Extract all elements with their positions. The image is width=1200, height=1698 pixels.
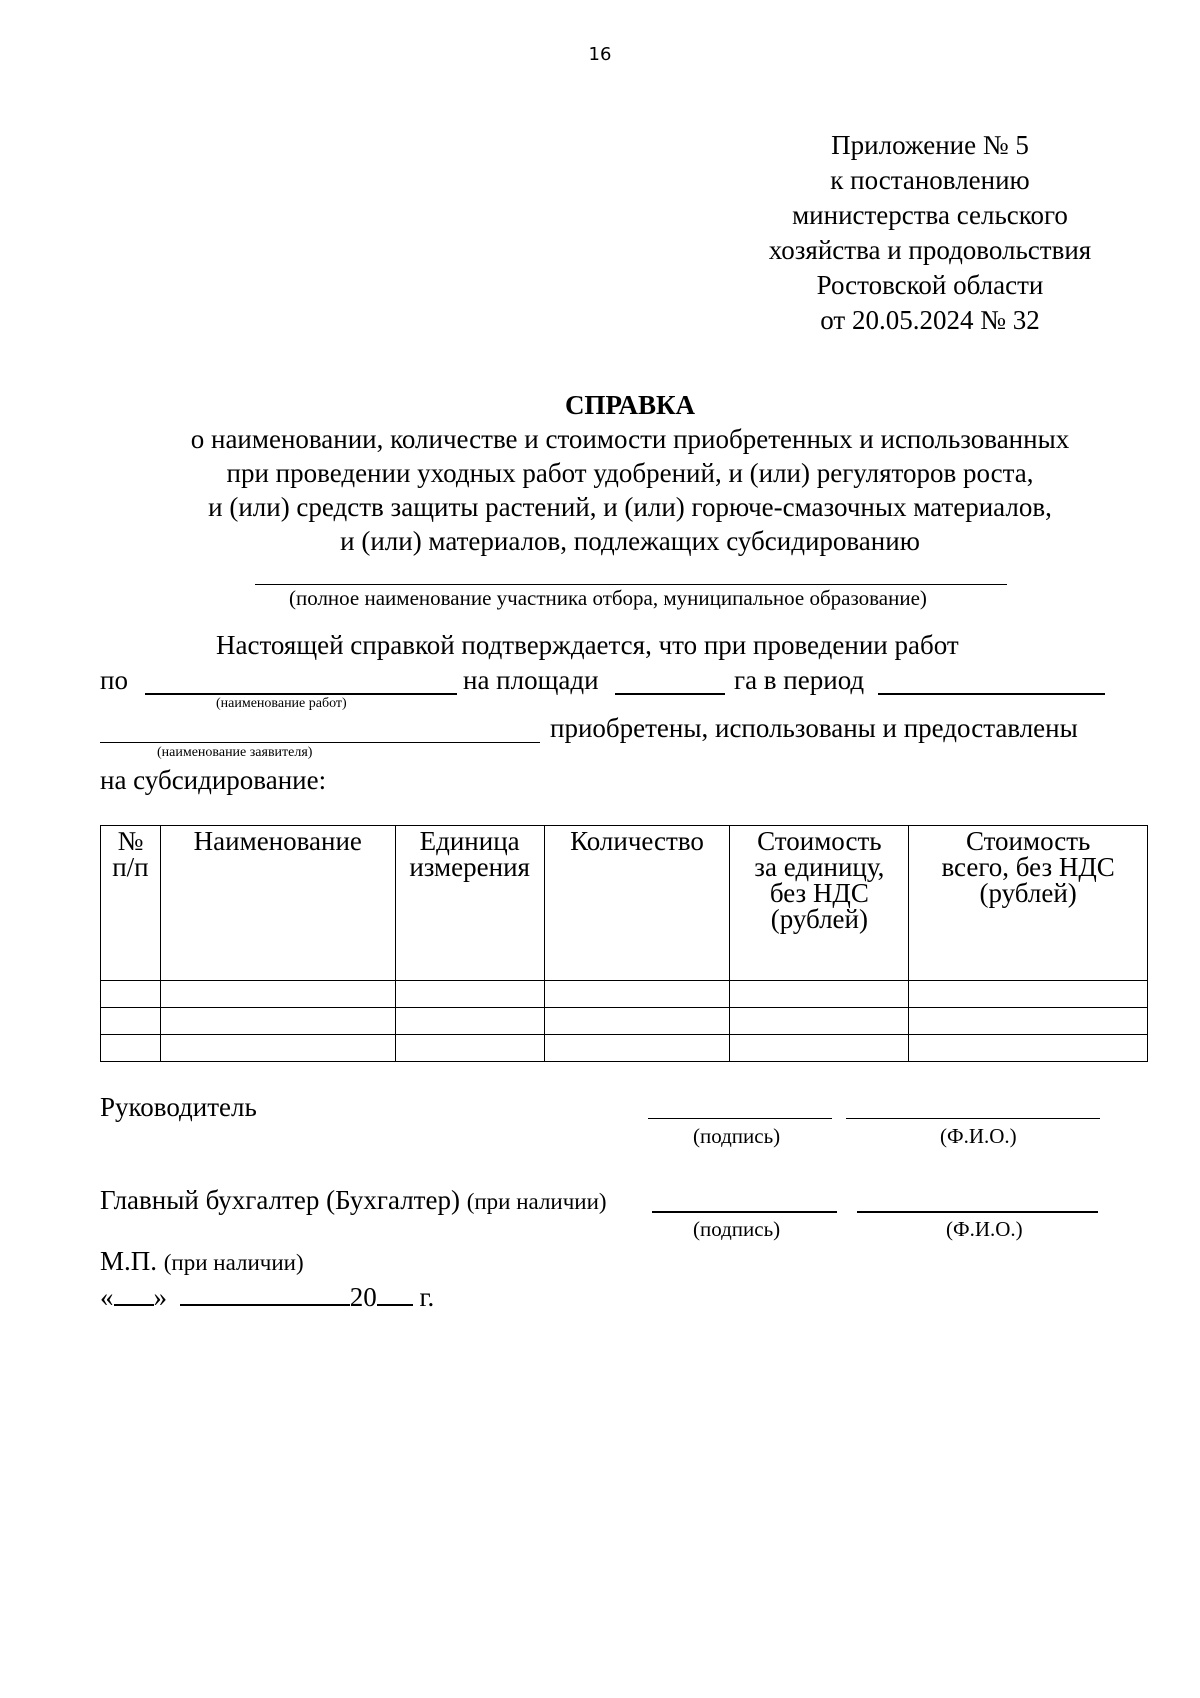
- head-signature-field[interactable]: [648, 1118, 832, 1119]
- table-cell[interactable]: [395, 981, 544, 1008]
- accountant-name-field[interactable]: [857, 1211, 1098, 1213]
- participant-field-line[interactable]: [255, 584, 1007, 585]
- table-cell[interactable]: [395, 1035, 544, 1062]
- table-cell[interactable]: [730, 981, 909, 1008]
- header-text: Стоимость: [965, 826, 1091, 856]
- table-header-row: [101, 826, 1148, 981]
- stamp-label: [100, 1246, 304, 1277]
- table-cell[interactable]: [544, 1035, 730, 1062]
- head-name-caption: (Ф.И.О.): [940, 1124, 1017, 1148]
- year-prefix: 20: [349, 1282, 377, 1312]
- header-unit-cost: [730, 826, 909, 981]
- page-number: 16: [588, 44, 612, 65]
- table-cell[interactable]: [909, 1035, 1148, 1062]
- table-cell[interactable]: [909, 981, 1148, 1008]
- work-name-field[interactable]: [145, 693, 457, 695]
- table-cell[interactable]: [544, 981, 730, 1008]
- appendix-line: министерства сельского: [792, 200, 1068, 230]
- appendix-block: [700, 128, 1160, 338]
- header-text: Единица: [419, 826, 520, 856]
- header-text: (рублей): [770, 904, 868, 934]
- table-cell[interactable]: [730, 1008, 909, 1035]
- table-cell[interactable]: [160, 1008, 395, 1035]
- year-field[interactable]: [377, 1280, 413, 1306]
- table-cell[interactable]: [544, 1008, 730, 1035]
- head-name-field[interactable]: [846, 1118, 1100, 1119]
- accountant-label: [100, 1185, 607, 1216]
- table-cell[interactable]: [101, 1008, 161, 1035]
- day-field[interactable]: [114, 1280, 154, 1306]
- statement-period: га в период: [734, 665, 865, 695]
- stamp-text: М.П.: [100, 1246, 158, 1276]
- header-text: (рублей): [979, 878, 1077, 908]
- header-text: без НДС: [769, 878, 869, 908]
- appendix-line: Ростовской области: [816, 270, 1044, 300]
- participant-caption: (полное наименование участника отбора, муниципальное образование): [289, 586, 927, 610]
- title-line: и (или) средств защиты растений, и (или) горюче-смазочных материалов,: [208, 492, 1052, 522]
- area-field[interactable]: [615, 693, 725, 695]
- statement-line-1: Настоящей справкой подтверждается, что при проведении работ: [216, 630, 959, 660]
- date-line: [100, 1280, 434, 1313]
- header-text: Стоимость: [757, 826, 882, 856]
- stamp-note: (при наличии): [163, 1250, 304, 1275]
- head-label: Руководитель: [100, 1092, 257, 1122]
- header-name: [160, 826, 395, 981]
- table-cell[interactable]: [730, 1035, 909, 1062]
- period-field[interactable]: [878, 693, 1105, 695]
- title-line: при проведении уходных работ удобрений, и (или) регуляторов роста,: [226, 458, 1034, 488]
- appendix-line: к постановлению: [830, 165, 1030, 195]
- head-signature-caption: (подпись): [693, 1124, 781, 1148]
- appendix-line: Приложение № 5: [831, 130, 1029, 160]
- accountant-note: (при наличии): [466, 1189, 607, 1214]
- table-cell[interactable]: [101, 981, 161, 1008]
- title-heading: СПРАВКА: [564, 390, 696, 420]
- table-row: [101, 1035, 1148, 1062]
- statement-po: по: [100, 665, 128, 695]
- date-open-quote: «: [100, 1282, 114, 1312]
- statement-subsidy: на субсидирование:: [100, 765, 327, 795]
- table-cell[interactable]: [909, 1008, 1148, 1035]
- statement-area: на площади: [463, 665, 599, 695]
- header-text: п/п: [112, 852, 149, 882]
- date-close-quote: »: [153, 1282, 167, 1312]
- header-text: Количество: [570, 826, 704, 856]
- year-suffix: г.: [419, 1282, 435, 1312]
- table-row: [101, 1008, 1148, 1035]
- title-line: о наименовании, количестве и стоимости приобретенных и использованных: [190, 424, 1070, 454]
- title-line: и (или) материалов, подлежащих субсидированию: [340, 526, 920, 556]
- header-text: №: [117, 826, 144, 856]
- appendix-line: хозяйства и продовольствия: [768, 235, 1092, 265]
- table-cell[interactable]: [160, 981, 395, 1008]
- accountant-signature-field[interactable]: [652, 1211, 837, 1213]
- header-quantity: [544, 826, 730, 981]
- table-cell[interactable]: [160, 1035, 395, 1062]
- header-text: измерения: [409, 852, 530, 882]
- month-field[interactable]: [180, 1280, 350, 1306]
- work-caption: (наименование работ): [216, 696, 347, 711]
- accountant-title: Главный бухгалтер (Бухгалтер): [100, 1185, 460, 1215]
- appendix-line: от 20.05.2024 № 32: [820, 305, 1040, 335]
- table-cell[interactable]: [395, 1008, 544, 1035]
- header-number: [101, 826, 161, 981]
- header-text: всего, без НДС: [941, 852, 1115, 882]
- applicant-caption: (наименование заявителя): [157, 745, 313, 760]
- accountant-name-caption: (Ф.И.О.): [946, 1217, 1023, 1241]
- header-text: за единицу,: [754, 852, 885, 882]
- statement-acquired: приобретены, использованы и предоставлены: [550, 713, 1078, 743]
- header-total-cost: [909, 826, 1148, 981]
- table-row: [101, 981, 1148, 1008]
- document-title: [0, 388, 1200, 558]
- header-text: Наименование: [193, 826, 362, 856]
- items-table: [100, 825, 1148, 1062]
- header-unit: [395, 826, 544, 981]
- table-cell[interactable]: [101, 1035, 161, 1062]
- applicant-field[interactable]: [100, 742, 540, 743]
- accountant-signature-caption: (подпись): [693, 1217, 781, 1241]
